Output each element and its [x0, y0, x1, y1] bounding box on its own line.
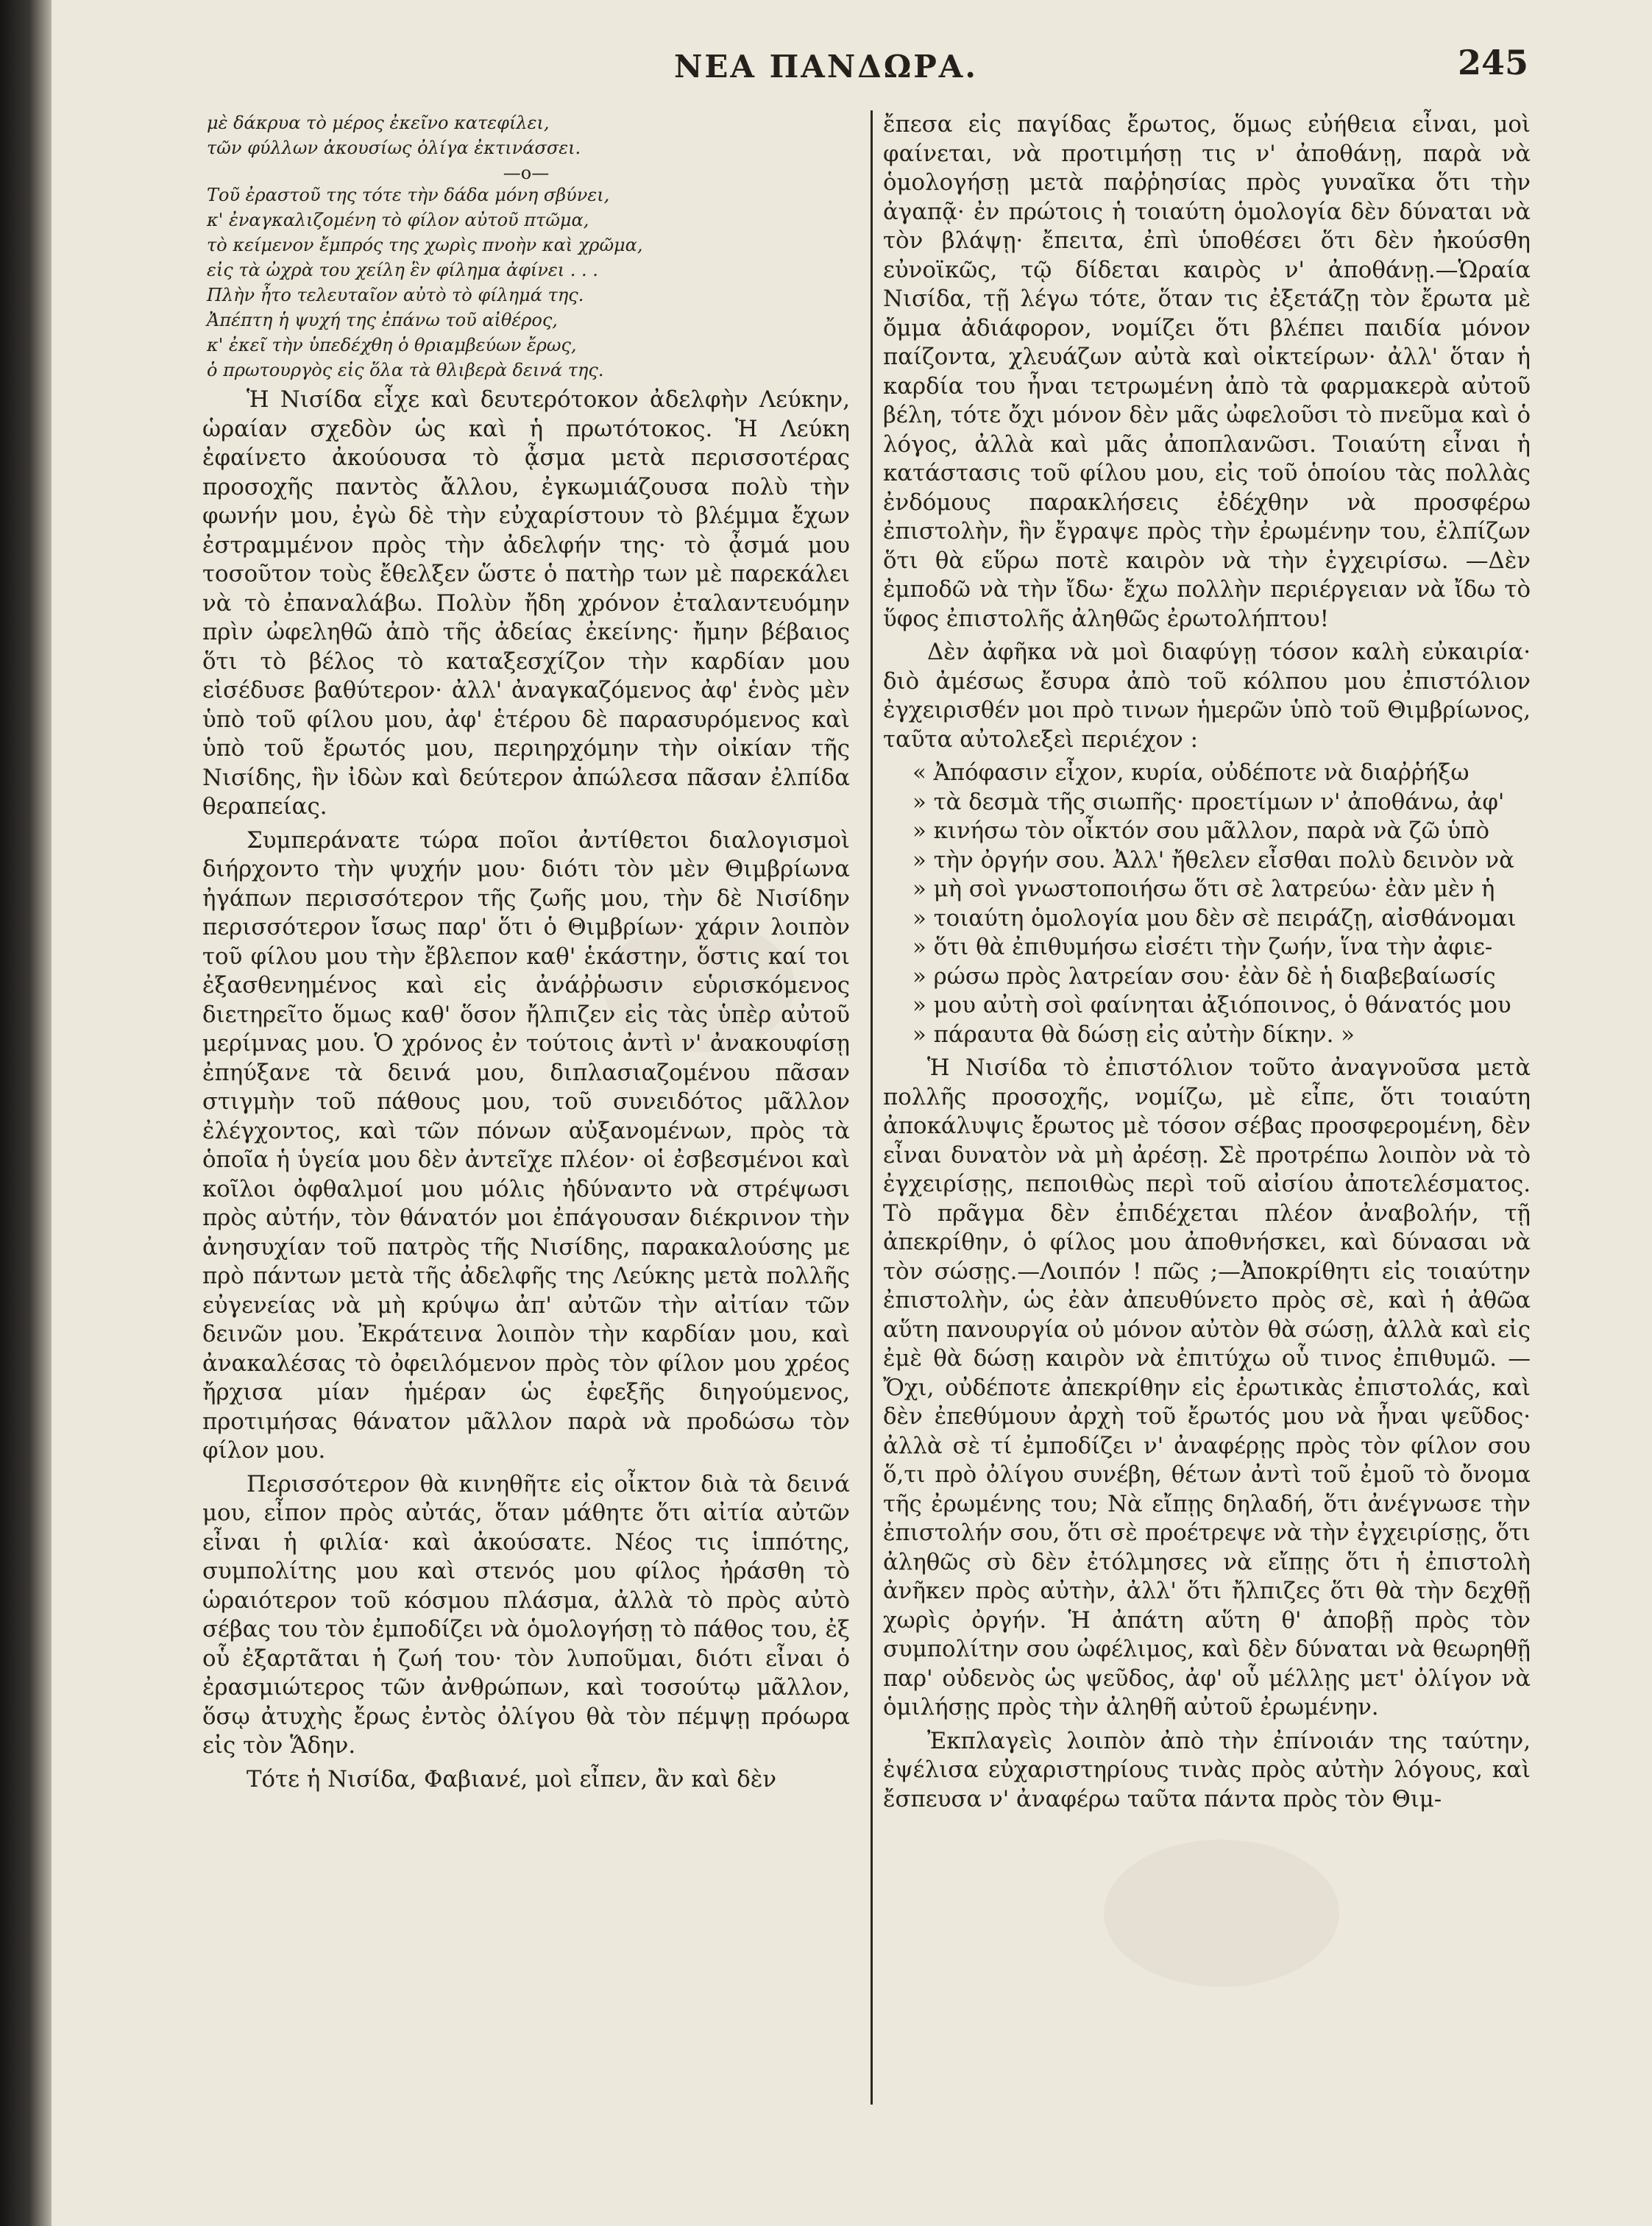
letter-quote	[883, 759, 1531, 1049]
paper-stain	[1104, 1840, 1339, 1987]
left-column	[202, 110, 850, 1798]
poem-line: κ' ἐναγκαλιζομένη τὸ φίλον αὐτοῦ πτῶμα,	[207, 210, 589, 230]
poem-divider: —o—	[503, 163, 550, 183]
poem-line: Τοῦ ἐραστοῦ της τότε τὴν δάδα μόνη σβύνει,	[207, 185, 610, 205]
quote-line: « Ἀπόφασιν εἶχον, κυρία, οὐδέποτε νὰ διαῤῥήξω	[912, 759, 1470, 786]
quote-line: » τοιαύτη ὁμολογία μου δὲν σὲ πειράζῃ, αἰσθάνομαι	[912, 904, 1517, 932]
running-title: ΝΕΑ ΠΑΝΔΩΡΑ.	[673, 49, 978, 85]
column-rule	[871, 110, 873, 2105]
quote-line: » μου αὐτὴ σοὶ φαίνηται ἀξιόποινος, ὁ θάνατός μου	[912, 992, 1511, 1018]
quote-line: » μὴ σοὶ γνωστοποιήσω ὅτι σὲ λατρεύω· ἐὰν μὲν ἡ	[912, 876, 1495, 902]
poem-line: εἰς τὰ ὠχρὰ του χείλη ἓν φίλημα ἀφίνει . . .	[207, 260, 598, 280]
poem-line: Πλὴν ἦτο τελευταῖον αὐτὸ τὸ φίλημά της.	[207, 285, 584, 305]
quote-line: » τὴν ὀργήν σου. Ἀλλ' ἤθελεν εἶσθαι πολὺ δεινὸν νὰ	[912, 846, 1514, 873]
quote-line: » ὅτι θὰ ἐπιθυμήσω εἰσέτι τὴν ζωήν, ἵνα τὴν ἀφιε-	[912, 934, 1493, 960]
body-paragraph: Τότε ἡ Νισίδα, Φαβιανέ, μοὶ εἶπεν, ἂν καὶ δὲν	[247, 1765, 777, 1793]
body-paragraph: Ἡ Νισίδα εἶχε καὶ δευτερότοκον ἀδελφὴν Λεύκην, ὡραίαν σχεδὸν ὡς καὶ ἡ πρωτότοκος. Ἡ Λεύκη ἐφαίνετο ἀκούουσα τὸ ᾆσμα μετὰ περισσοτέρας προσοχῆς παντὸς ἄλλου, ἐγκωμιάζουσα πολὺ τὴν φωνήν μου, ἐγὼ δὲ τὴν εὐχαρίστουν τὸ βλέμμα ἔχων ἐστραμμένον πρὸς τὴν ἀδελφήν της· τὸ ᾆσμά μου τοσοῦτον τοὺς ἔθελξεν ὥστε ὁ πατὴρ των μὲ παρεκάλει νὰ τὸ ἐπαναλάβω. Πολὺν ἤδη χρόνον ἐταλαντευόμην πρὶν ὠφεληθῶ ἀπὸ τῆς ἀδείας ἐκείνης· ἤμην βέβαιος ὅτι τὸ βέλος τὸ καταξεσχίζον τὴν καρδίαν μου εἰσέδυσε βαθύτερον· ἀλλ' ἀναγκαζόμενος ἀφ' ἑνὸς μὲν ὑπὸ τοῦ φίλου μου, ἀφ' ἑτέρου δὲ παρασυρόμενος καὶ ὑπὸ τοῦ ἔρωτός μου, περιηρχόμην τὴν οἰκίαν τῆς Νισίδης, ἣν ἰδὼν καὶ δεύτερον ἀπώλεσα πᾶσαν ἐλπίδα θεραπείας.	[202, 386, 850, 820]
body-paragraph: ἔπεσα εἰς παγίδας ἔρωτος, ὅμως εὐήθεια εἶναι, μοὶ φαίνεται, νὰ προτιμήσῃ τις ν' ἀποθάνῃ, παρὰ νὰ ὁμολογήσῃ μετὰ παῤῥησίας πρὸς γυναῖκα ὅτι τὴν ἀγαπᾷ· ἐν πρώτοις ἡ τοιαύτη ὁμολογία δὲν δύναται νὰ τὸν βλάψῃ· ἔπειτα, ἐπὶ ὑποθέσει ὅτι δὲν ἠκούσθη εὐνοϊκῶς, τῷ δίδεται καιρὸς ν' ἀποθάνῃ.—Ὡραία Νισίδα, τῇ λέγω τότε, ὅταν τις ἐξετάζῃ τὸν ἔρωτα μὲ ὄμμα ἀδιάφορον, νομίζει ὅτι βλέπει παιδία μόνον παίζοντα, χλευάζων αὐτὰ καὶ οἰκτείρων· ἀλλ' ὅταν ἡ καρδία του ἦναι τετρωμένη ἀπὸ τὰ φαρμακερὰ αὐτοῦ βέλη, τότε ὄχι μόνον δὲν μᾶς ὠφελοῦσι τὸ πνεῦμα καὶ ὁ λόγος, ἀλλὰ καὶ μᾶς ἀποπλανῶσι. Τοιαύτη εἶναι ἡ κατάστασις τοῦ φίλου μου, εἰς τοῦ ὁποίου τὰς πολλὰς ἐνδόμους παρακλήσεις ἐδέχθην νὰ προσφέρω ἐπιστολὴν, ἣν ἔγραψε πρὸς τὴν ἐρωμένην του, ἐλπίζων ὅτι θὰ εὕρω ποτὲ καιρὸν νὰ τὴν ἐγχειρίσω. —Δὲν ἐμποδῶ νὰ τὴν ἴδω· ἔχω πολλὴν περιέργειαν νὰ ἴδω τὸ ὕφος ἐπιστολῆς ἀληθῶς ἐρωτολήπτου!	[883, 111, 1531, 632]
poem-stanza-b	[202, 182, 850, 383]
body-paragraph: Συμπεράνατε τώρα ποῖοι ἀντίθετοι διαλογισμοὶ διήρχοντο τὴν ψυχήν μου· διότι τὸν μὲν Θιμβρίωνα ἠγάπων περισσότερον τῆς ζωῆς μου, τὴν δὲ Νισίδην περισσότερον ἴσως παρ' ὅτι ὁ Θιμβρίων· χάριν λοιπὸν τοῦ φίλου μου τὴν ἔβλεπον καθ' ἑκάστην, ὅστις καί τοι ἐξασθενημένος καὶ εἰς ἀνάῤῥωσιν εὑρισκόμενος διετηρεῖτο ὅμως καθ' ὅσον ἤλπιζεν εἰς τὰς ὑπὲρ αὐτοῦ μερίμνας μου. Ὁ χρόνος ἐν τούτοις ἀντὶ ν' ἀνακουφίσῃ ἐπηύξανε τὰ δεινά μου, διπλασιαζομένου πᾶσαν στιγμὴν τοῦ πάθους μου, τοῦ συνειδότος μᾶλλον ἐλέγχοντος, καὶ τῶν πόνων αὐξανομένων, πρὸς τὰ ὁποῖα ἡ ὑγεία μου δὲν ἀντεῖχε πλέον· οἱ ἐσβεσμένοι καὶ κοῖλοι ὀφθαλμοί μου μόλις ἠδύναντο νὰ στρέψωσι πρὸς αὐτήν, τὸν θάνατόν μοι ἐπάγουσαν διέκρινον τὴν ἀνησυχίαν τοῦ πατρὸς τῆς Νισίδης, παρακαλούσης με πρὸ πάντων μετὰ τῆς ἀδελφῆς της Λεύκης μετὰ πολλῆς εὐγενείας νὰ μὴ κρύψω ἀπ' αὐτῶν τὴν αἰτίαν τῶν δεινῶν μου. Ἐκράτεινα λοιπὸν τὴν καρδίαν μου, καὶ ἀνακαλέσας τὸ ὀφειλόμενον πρὸς τὸν φίλον μου χρέος ἤρχισα μίαν ἡμέραν ὡς ἐφεξῆς διηγούμενος, προτιμήσας θάνατον μᾶλλον παρὰ νὰ προδώσω τὸν φίλον μου.	[202, 826, 850, 1464]
poem-line: μὲ δάκρυα τὸ μέρος ἐκεῖνο κατεφίλει,	[207, 113, 550, 133]
poem-line: ὁ πρωτουργὸς εἰς ὅλα τὰ θλιβερὰ δεινά της.	[207, 360, 604, 380]
page-number: 245	[1457, 43, 1528, 82]
quote-line: » τὰ δεσμὰ τῆς σιωπῆς· προετίμων ν' ἀποθάνω, ἀφ'	[912, 788, 1505, 815]
body-paragraph: Ἐκπλαγεὶς λοιπὸν ἀπὸ τὴν ἐπίνοιάν της ταύτην, ἐψέλισα εὐχαριστηρίους τινὰς πρὸς αὐτὴν λόγους, καὶ ἔσπευσα ν' ἀναφέρω ταῦτα πάντα πρὸς τὸν Θιμ-	[883, 1727, 1531, 1812]
body-paragraph: Ἡ Νισίδα τὸ ἐπιστόλιον τοῦτο ἀναγνοῦσα μετὰ πολλῆς προσοχῆς, νομίζω, μὲ εἶπε, ὅτι τοιαύτη ἀποκάλυψις ἔρωτος μὲ τόσον σέβας προσφερομένη, δὲν εἶναι δυνατὸν νὰ μὴ ἀρέσῃ. Σὲ προτρέπω λοιπὸν νὰ τὸ ἐγχειρίσῃς, πεποιθὼς περὶ τοῦ αἰσίου ἀποτελέσματος. Τὸ πρᾶγμα δὲν ἐπιδέχεται πλέον ἀναβολήν, τῇ ἀπεκρίθην, ὁ φίλος μου ἀποθνήσκει, καὶ δύνασαι νὰ τὸν σώσῃς.—Λοιπόν ! πῶς ;—Ἀποκρίθητι εἰς τοιαύτην ἐπιστολὴν, ὡς ἐὰν ἀπευθύνετο πρὸς σὲ, καὶ ἡ ἀθῶα αὕτη πανουργία οὐ μόνον αὐτὸν θὰ σώσῃ, ἀλλὰ καὶ εἰς ἐμὲ θὰ δώσῃ καιρὸν νὰ ἐπιτύχω οὗ τινος ἐπιθυμῶ. — Ὄχι, οὐδέποτε ἀπεκρίθην εἰς ἐρωτικὰς ἐπιστολάς, καὶ δὲν ἐπεθύμουν ἀρχὴ τοῦ ἔρωτός μου νὰ ἦναι ψεῦδος· ἀλλὰ σὲ τί ἐμποδίζει ν' ἀναφέρῃς πρὸς τὸν φίλον σου ὅ,τι πρὸ ὀλίγου συνέβη, θέτων ἀντὶ τοῦ ἐμοῦ τὸ ὄνομα τῆς ἐρωμένης του; Νὰ εἴπῃς δηλαδή, ὅτι ἀνέγνωσε τὴν ἐπιστολήν σου, ὅτι σὲ προέτρεψε νὰ τὴν ἐγχειρίσῃς, ὅτι ἀληθῶς σὺ δὲν ἐτόλμησες νὰ εἴπῃς ὅτι ἡ ἐπιστολὴ ἀνῆκεν πρὸς αὐτὴν, ἀλλ' ὅτι ἤλπιζες ὅτι θὰ τὴν δεχθῇ χωρὶς ὀργήν. Ἡ ἀπάτη αὕτη θ' ἀποβῇ πρὸς τὸν συμπολίτην σου ὠφέλιμος, καὶ δὲν δύναται νὰ θεωρηθῇ παρ' οὐδενὸς ὡς ψεῦδος, ἀφ' οὗ μέλλῃς μετ' ὀλίγον νὰ ὁμιλήσῃς πρὸς τὴν ἀληθῆ αὐτοῦ ἐρωμένην.	[883, 1054, 1531, 1720]
page-header	[0, 43, 1652, 102]
poem-line: κ' ἐκεῖ τὴν ὑπεδέχθη ὁ θριαμβεύων ἔρως,	[207, 335, 577, 355]
body-paragraph: Δὲν ἀφῆκα νὰ μοὶ διαφύγῃ τόσον καλὴ εὐκαιρία· διὸ ἀμέσως ἔσυρα ἀπὸ τοῦ κόλπου μου ἐπιστόλιον ἐγχειρισθέν μοι πρὸ τινων ἡμερῶν ὑπὸ τοῦ Θιμβρίωνος, ταῦτα αὐτολεξεὶ περιέχον :	[883, 639, 1531, 753]
poem-line: Ἀπέπτη ἡ ψυχή της ἐπάνω τοῦ αἰθέρος,	[207, 310, 558, 330]
body-paragraph: Περισσότερον θὰ κινηθῆτε εἰς οἶκτον διὰ τὰ δεινά μου, εἶπον πρὸς αὐτάς, ὅταν μάθητε ὅτι αἰτία αὐτῶν εἶναι ἡ φιλία· καὶ ἀκούσατε. Νέος τις ἱππότης, συμπολίτης μου καὶ στενός μου φίλος ἠράσθη τὸ ὡραιότερον τοῦ κόσμου πλάσμα, ἀλλὰ τὸ πρὸς αὐτὸ σέβας του τὸν ἐμποδίζει νὰ ὁμολογήσῃ τὸ πάθος του, ἐξ οὗ ἐξαρτᾶται ἡ ζωή του· τὸν λυποῦμαι, διότι εἶναι ὁ ἐρασμιώτερος τῶν ἀνθρώπων, καὶ τοσούτῳ μᾶλλον, ὅσῳ ἀτυχὴς ἔρως ἐντὸς ὀλίγου θὰ τὸν πέμψῃ πρόωρα εἰς τὸν Ἅδην.	[202, 1470, 850, 1759]
right-column	[883, 110, 1531, 1818]
poem-line: τὸ κείμενον ἔμπρός της χωρὶς πνοὴν καὶ χρῶμα,	[207, 235, 643, 255]
book-gutter-shadow	[0, 0, 52, 2226]
quote-line: » κινήσω τὸν οἶκτόν σου μᾶλλον, παρὰ νὰ ζῶ ὑπὸ	[912, 818, 1489, 844]
poem-stanza-a	[202, 110, 850, 160]
quote-line: » ρώσω πρὸς λατρείαν σου· ἐὰν δὲ ἡ διαβεβαίωσίς	[912, 963, 1496, 990]
poem-line: τῶν φύλλων ἀκουσίως ὀλίγα ἐκτινάσσει.	[207, 138, 581, 158]
quote-line: » πάραυτα θὰ δώσῃ εἰς αὐτὴν δίκην. »	[912, 1021, 1355, 1048]
